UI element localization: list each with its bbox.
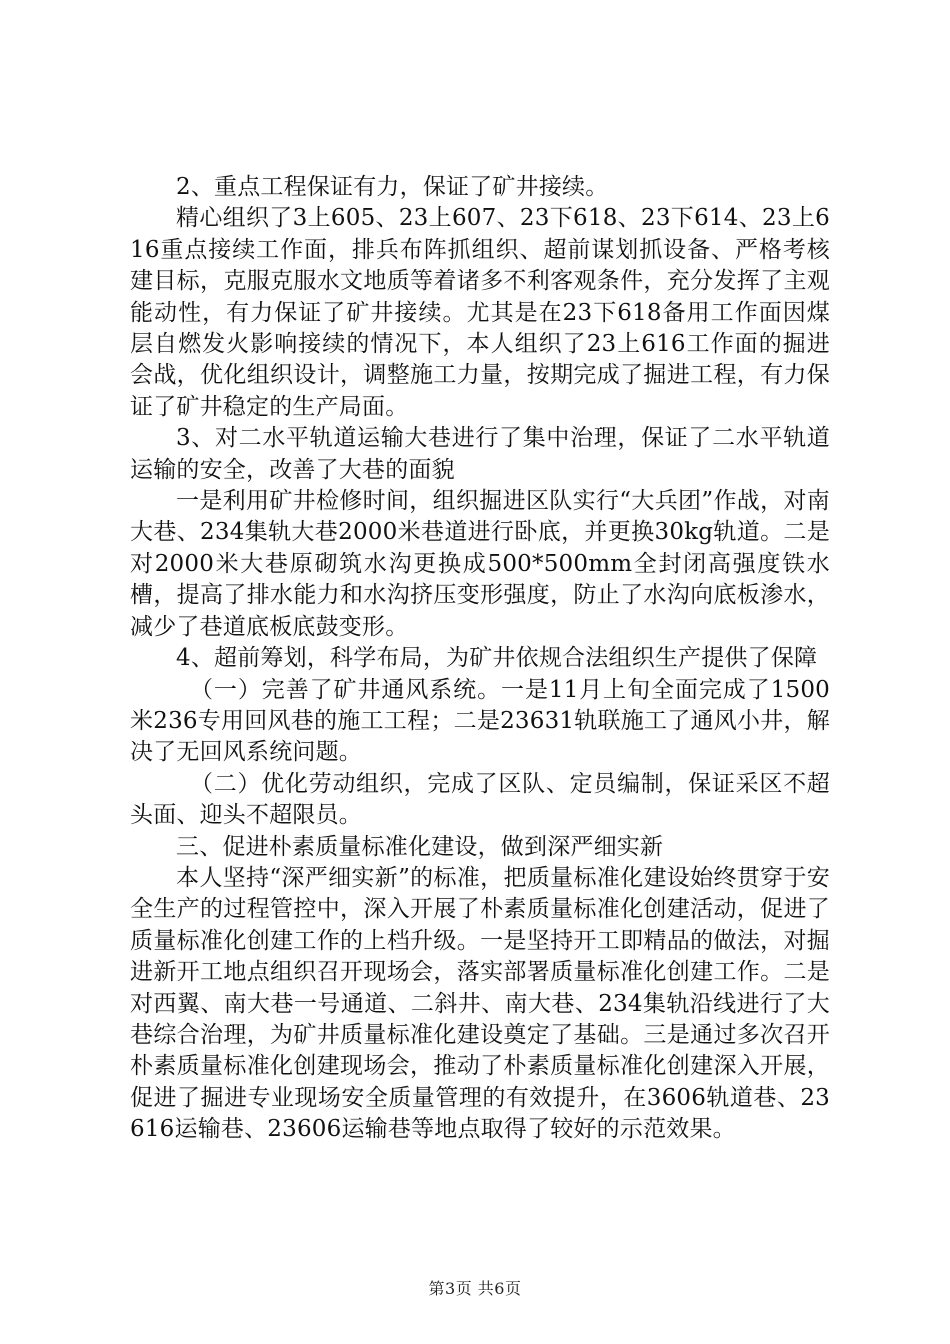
section-heading-key-projects: 2、重点工程保证有力，保证了矿井接续。 [176,174,609,200]
document-body [130,172,830,1146]
section-heading-quality-standard: 三、促进朴素质量标准化建设，做到深严细实新 [176,833,664,860]
paragraph-ventilation: （一）完善了矿井通风系统。一是11月上旬全面完成了1500米236专用回风巷的施工工程；二是23631轨联施工了通风小井，解决了无回风系统问题。 [130,676,830,766]
paragraph-key-projects: 精心组织了3上605、23上607、23下618、23下614、23上616重点接续工作面，排兵布阵抓组织、超前谋划抓设备、严格考核建目标，克服克服水文地质等着诸多不利客观条件，充分发挥了主观能动性，有力保证了矿井接续。尤其是在23下618备用工作面因煤层自燃发火影响接续的情况下，本人组织了23上616工作面的掘进会战，优化组织设计，调整施工力量，按期完成了掘进工程，有力保证了矿井稳定的生产局面。 [130,205,830,420]
section-heading-planning: 4、超前筹划，科学布局，为矿井依规合法组织生产提供了保障 [176,645,818,672]
paragraph-quality-standard: 本人坚持“深严细实新”的标准，把质量标准化建设始终贯穿于安全生产的过程管控中，深入开展了朴素质量标准化创建活动，促进了质量标准化创建工作的上档升级。一是坚持开工即精品的做法，对掘进新开工地点组织召开现场会，落实部署质量标准化创建工作。二是对西翼、南大巷一号通道、二斜井、南大巷、234集轨沿线进行了大巷综合治理，为矿井质量标准化建设奠定了基础。三是通过多次召开朴素质量标准化创建现场会，推动了朴素质量标准化创建深入开展，促进了掘进专业现场安全质量管理的有效提升，在3606轨道巷、23616运输巷、23606运输巷等地点取得了较好的示范效果。 [130,864,830,1143]
paragraph-rail-roadway: 一是利用矿井检修时间，组织掘进区队实行“大兵团”作战，对南大巷、234集轨大巷2000米巷道进行卧底，并更换30kg轨道。二是对2000米大巷原砌筑水沟更换成500*500mm全封闭高强度铁水槽，提高了排水能力和水沟挤压变形强度，防止了水沟向底板渗水，减少了巷道底板底鼓变形。 [130,488,830,640]
page-footer: 第3页 共6页 [428,1279,522,1298]
paragraph-labor-organization: （二）优化劳动组织，完成了区队、定员编制，保证采区不超头面、迎头不超限员。 [130,770,830,829]
section-heading-rail-roadway: 3、对二水平轨道运输大巷进行了集中治理，保证了二水平轨道运输的安全，改善了大巷的面貌 [130,425,830,483]
